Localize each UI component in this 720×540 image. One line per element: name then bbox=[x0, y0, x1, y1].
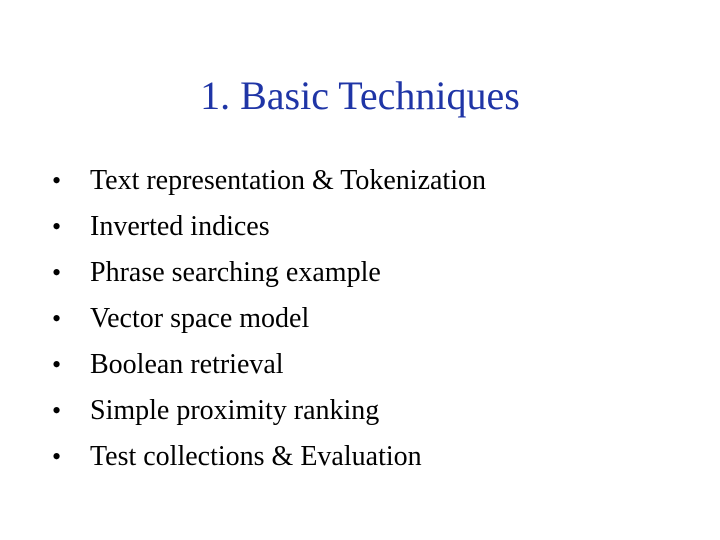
bullet-item bbox=[52, 434, 486, 480]
bullet-icon: • bbox=[52, 350, 62, 379]
bullet-item bbox=[52, 158, 486, 204]
bullet-item bbox=[52, 250, 486, 296]
bullet-item bbox=[52, 342, 486, 388]
bullet-icon: • bbox=[52, 396, 62, 425]
bullet-text: Simple proximity ranking bbox=[90, 395, 380, 426]
bullet-text: Text representation & Tokenization bbox=[90, 165, 486, 196]
bullet-icon: • bbox=[52, 258, 62, 287]
bullet-text: Vector space model bbox=[90, 303, 310, 334]
bullet-item bbox=[52, 388, 486, 434]
bullet-item bbox=[52, 296, 486, 342]
bullet-list bbox=[52, 158, 486, 480]
bullet-text: Boolean retrieval bbox=[90, 349, 284, 380]
slide-title: 1. Basic Techniques bbox=[200, 73, 520, 118]
bullet-icon: • bbox=[52, 304, 62, 333]
bullet-icon: • bbox=[52, 212, 62, 241]
bullet-icon: • bbox=[52, 166, 62, 195]
bullet-text: Phrase searching example bbox=[90, 257, 381, 288]
bullet-text: Inverted indices bbox=[90, 211, 270, 242]
bullet-text: Test collections & Evaluation bbox=[90, 441, 422, 472]
bullet-icon: • bbox=[52, 442, 62, 471]
bullet-item bbox=[52, 204, 486, 250]
